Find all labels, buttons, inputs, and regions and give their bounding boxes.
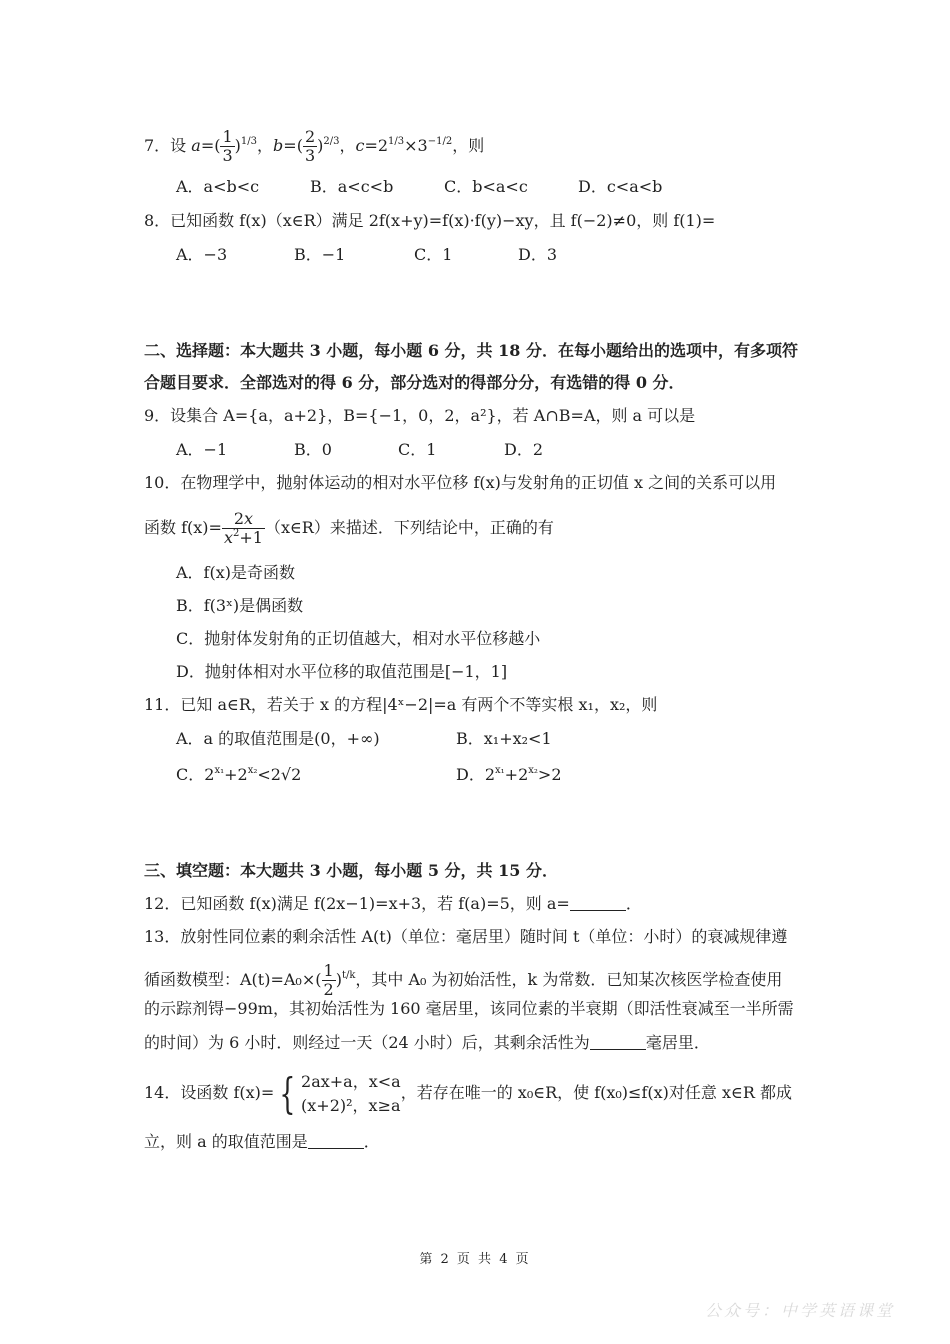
q10-stem-line2: [144, 510, 554, 547]
q11-option-d: D．$2^{x_1}+2^{x_2}>2$: [456, 765, 562, 784]
q14-answer-blank: [308, 1134, 364, 1149]
q12-answer-blank: [570, 896, 626, 911]
q11-option-a: A．a 的取值范围是(0，+∞): [176, 729, 380, 748]
watermark: 公众号：中学英语课堂: [705, 1301, 896, 1320]
section2-heading-line2: 合题目要求．全部选对的得 6 分，部分选对的得部分分，有选错的得 0 分．: [144, 373, 685, 392]
q13-line2-pre: 循函数模型：A(t)=A₀×: [144, 970, 316, 989]
q7-option-c: C．b<a<c: [444, 177, 528, 196]
q11-option-b: B．x₁+x₂<1: [456, 729, 552, 748]
q13-line2-post: ，其中 A₀ 为初始活性，k 为常数．已知某次核医学检查使用: [355, 970, 783, 989]
q14-case1: 2ax+a，x<a: [301, 1071, 401, 1091]
q7-stem-prefix: 7．设: [144, 136, 192, 155]
q14-brace: {: [279, 1068, 296, 1118]
q7-option-a: A．a<b<c: [176, 177, 260, 196]
q14-line2: [144, 1131, 380, 1153]
q14-stem-pre: 14．设函数 f(x)=: [144, 1083, 275, 1102]
q9-option-c: C．1: [398, 440, 437, 459]
q12-stem-post: ．: [625, 894, 642, 913]
q7-frac-b: $\frac{2}{3}$: [304, 127, 316, 165]
q13-line3: 的示踪剂锝−99m，其初始活性为 160 毫居里，该同位素的半衰期（即活性衰减至一半所需: [144, 999, 794, 1018]
q10-stem2-pre: 函数 f(x)=: [144, 518, 222, 537]
q14-case2: (x+2)²，x≥a: [301, 1095, 401, 1115]
section2-heading-line1: 二、选择题：本大题共 3 小题，每小题 6 分，共 18 分．在每小题给出的选项中，有多项符: [144, 341, 798, 360]
q14-line2-post: ．: [363, 1132, 380, 1151]
page-footer: 第 2 页 共 4 页: [419, 1252, 531, 1267]
q10-stem2-post: （x∈R）来描述．下列结论中，正确的有: [264, 518, 554, 537]
q14-line2-pre: 立，则 a 的取值范围是: [144, 1132, 308, 1151]
q13-line4: [144, 1032, 710, 1054]
q7-frac-a: $\frac{1}{3}$: [222, 127, 233, 165]
q10-stem-line1: 10．在物理学中，抛射体运动的相对水平位移 f(x)与发射角的正切值 x 之间的关系可以用: [144, 473, 777, 492]
section3-heading: 三、填空题：本大题共 3 小题，每小题 5 分，共 15 分．: [144, 861, 558, 880]
q9-option-b: B．0: [294, 440, 332, 459]
q10-option-b: B．f(3ˣ)是偶函数: [176, 596, 304, 615]
q14-line1: [144, 1068, 792, 1118]
q13-frac-half: $\frac{1}{2}$: [323, 961, 334, 999]
q7-option-d: D．c<a<b: [578, 177, 663, 196]
q7-stem-tail: ，则: [452, 136, 485, 155]
q12-stem: [144, 893, 642, 915]
q10-option-a: A．f(x)是奇函数: [176, 563, 295, 582]
q8-stem: 8．已知函数 f(x)（x∈R）满足 2f(x+y)=f(x)·f(y)−xy，且 f(−2)≠0，则 f(1)=: [144, 211, 716, 230]
q8-option-a: A．−3: [176, 245, 228, 264]
q14-cases: [301, 1070, 401, 1118]
q8-option-b: B．−1: [294, 245, 346, 264]
q12-stem-pre: 12．已知函数 f(x)满足 f(2x−1)=x+3，若 f(a)=5，则 a=: [144, 894, 570, 913]
q8-option-c: C．1: [414, 245, 453, 264]
q10-fraction: $\frac{2x}{x^2+1}$: [223, 509, 263, 547]
q11-stem: 11．已知 a∈R，若关于 x 的方程|4ˣ−2|=a 有两个不等实根 x₁，x₂，则: [144, 695, 658, 714]
q13-line2: 循函数模型：A(t)=A₀×( $\frac{1}{2}$ )$^{t/k}$，其中 A₀ 为初始活性，k 为常数．已知某次核医学检查使用: [144, 961, 783, 999]
q13-line1: 13．放射性同位素的剩余活性 A(t)（单位：毫居里）随时间 t（单位：小时）的衰减规律遵: [144, 927, 788, 946]
q10-option-d: D．抛射体相对水平位移的取值范围是[−1，1]: [176, 662, 508, 681]
q9-option-a: A．−1: [176, 440, 228, 459]
q11-option-c: C．$2^{x_1}+2^{x_2}<2√2$: [176, 765, 302, 784]
q7-stem: 7．设 a=( $\frac{1}{3}$ )$^{1/3}$，b=( $\frac{2}{3}$ )$^{2/3}$，$c=2^{1/3}\times 3^{-1/2}$，则: [144, 127, 485, 165]
q13-line4-post: 毫居里．: [645, 1033, 710, 1052]
q7-option-b: B．a<c<b: [310, 177, 394, 196]
q13-answer-blank: [590, 1035, 646, 1050]
q10-option-c: C．抛射体发射角的正切值越大，相对水平位移越小: [176, 629, 541, 648]
q9-stem: 9．设集合 A={a，a+2}，B={−1，0，2，a²}，若 A∩B=A，则 a 可以是: [144, 406, 696, 425]
q14-stem-post: ，若存在唯一的 x₀∈R，使 f(x₀)≤f(x)对任意 x∈R 都成: [400, 1083, 792, 1102]
q8-option-d: D．3: [518, 245, 558, 264]
q13-line4-pre: 的时间）为 6 小时．则经过一天（24 小时）后，其剩余活性为: [144, 1033, 590, 1052]
q9-option-d: D．2: [504, 440, 544, 459]
